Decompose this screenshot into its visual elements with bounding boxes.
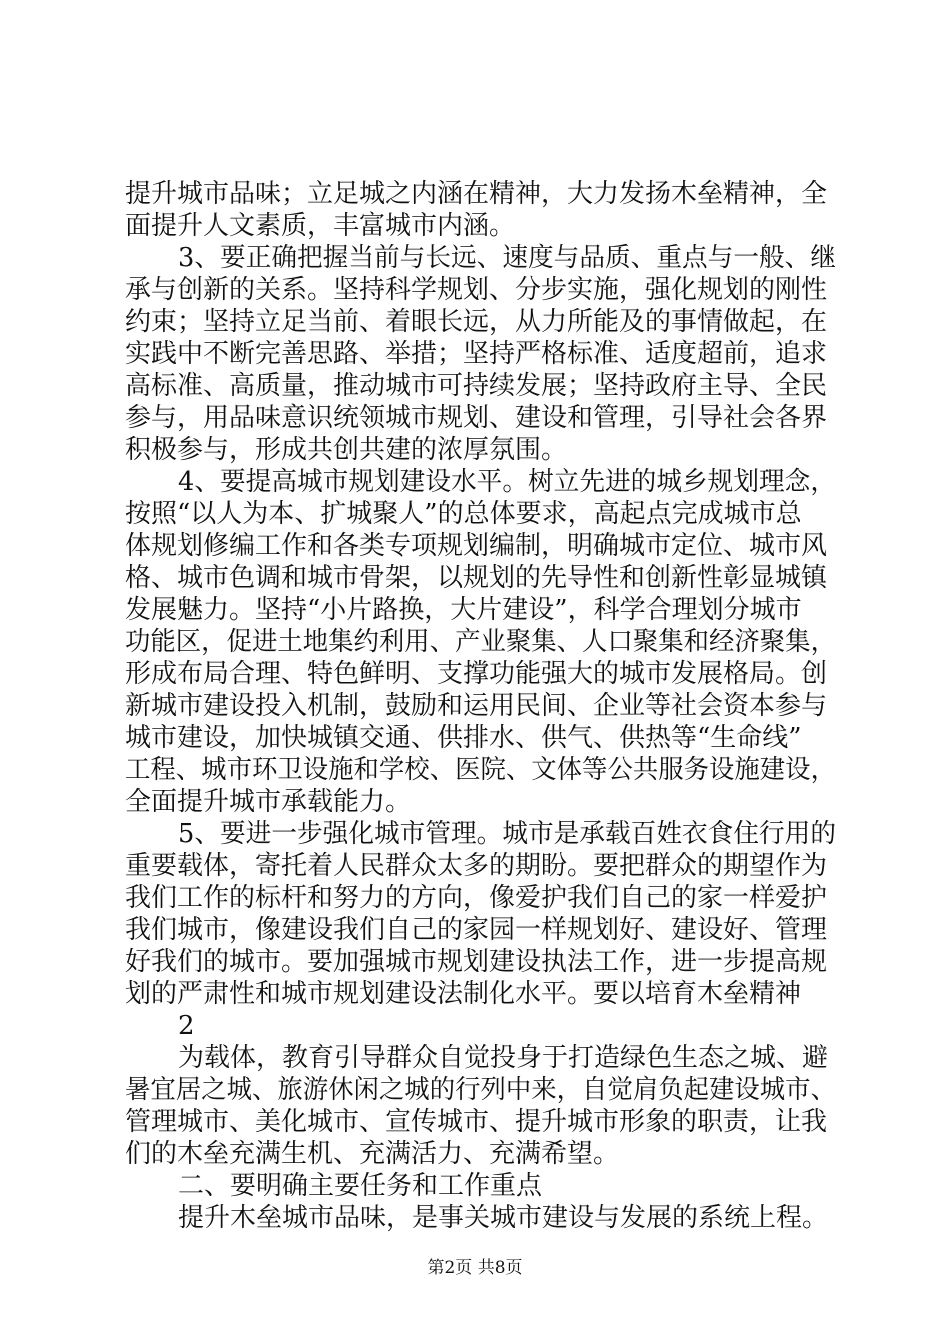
document-page: 提升城市品味；立足城之内涵在精神，大力发扬木垒精神，全 面提升人文素质，丰富城市内涵。 3、要正确把握当前与长远、速度与品质、重点与一般、继 承与创新的关系。坚持科学规划、分步实施，强化规划的刚性 约束；坚持立足当前、着眼长远，从力所能及的事情做起，在 实践中不断完善思路、举措；坚持严格标准、适度超前，追求 高标准、高质量，推动城市可持续发展；坚持政府主导、全民 参与，用品味意识统领城市规划、建设和管理，引导社会各界 积极参与，形成共创共建的浓厚氛围。 4、要提高城市规划建设水平。树立先进的城乡规划理念， 按照“以人为本、扩城聚人”的总体要求，高起点完成城市总 体规划修编工作和各类专项规划编制，明确城市定位、城市风 格、城市色调和城市骨架，以规划的先导性和创新性彰显城镇 发展魅力。坚持“小片路换，大片建设”，科学合理划分城市 功能区，促进土地集约利用、产业聚集、人口聚集和经济聚集， 形成布局合理、特色鲜明、支撑功能强大的城市发展格局。创 新城市建设投入机制，鼓励和运用民间、企业等社会资本参与 城市建设，加快城镇交通、供排水、供气、供热等“生命线” 工程、城市环卫设施和学校、医院、文体等公共服务设施建设， 全面提升城市承载能力。 5、要进一步强化城市管理。城市是承载百姓衣食住行用的 重要载体，寄托着人民群众太多的期盼。要把群众的期望作为 我们工作的标杆和努力的方向，像爱护我们自己的家一样爱护 我们城市，像建设我们自己的家园一样规划好、建设好、管理 好我们的城市。要加强城市规划建设执法工作，进一步提高规 划的严肃性和城市规划建设法制化水平。要以培育木垒精神 2 为载体，教育引导群众自觉投身于打造绿色生态之城、避 暑宜居之城、旅游休闲之城的行列中来，自觉肩负起建设城市、 管理城市、美化城市、宣传城市、提升城市形象的职责，让我 们的木垒充满生机、充满活力、充满希望。 二、要明确主要任务和工作重点 提升木垒城市品味，是事关城市建设与发展的系统上程。 第2页 共8页 — [0, 0, 950, 1344]
page-footer: 第2页 共8页 — [427, 1258, 523, 1278]
